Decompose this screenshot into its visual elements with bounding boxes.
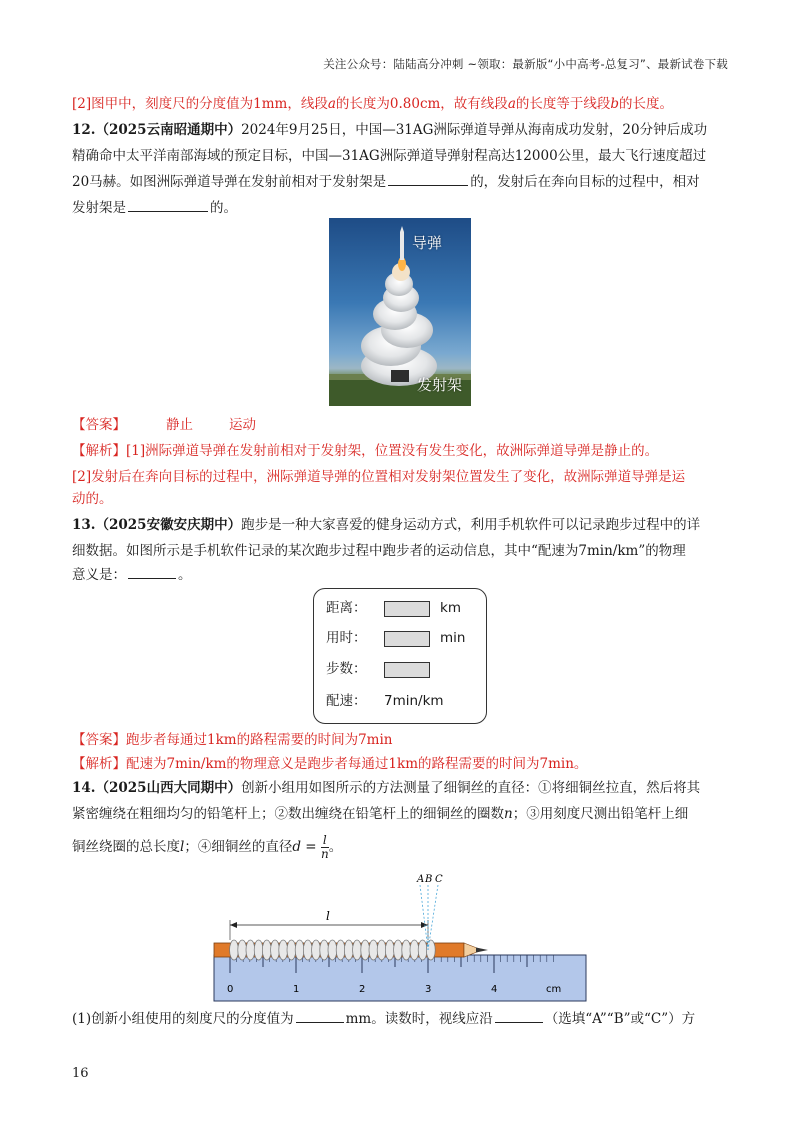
copper-wire-figure <box>210 870 590 1005</box>
q12-analysis-3: 动的。 <box>72 491 113 507</box>
q12-blank-2[interactable] <box>128 197 208 212</box>
photo-label-launcher: 发射架 <box>417 376 463 394</box>
page-header: 关注公众号：陆陆高分冲刺 ~领取：最新版“小中高考-总复习”、最新试卷下载 <box>323 57 728 71</box>
tick-label-4: 4 <box>491 984 498 995</box>
coil-loop <box>336 940 345 960</box>
coil-loop <box>279 940 288 960</box>
q12-line2: 精确命中太平洋南部海域的预定目标，中国—31AG洲际弹道导弹射程高达12000公里，最大飞行速度超过 <box>72 148 707 164</box>
q14-line1: 14.（2025山西大同期中）创新小组用如图所示的方法测量了细铜丝的直径：①将细铜丝拉直，然后将其 <box>72 780 701 796</box>
coil-loop <box>287 940 296 960</box>
q14-line3: 铜丝绕圈的总长度l；④细铜丝的直径d = $\frac{l}{n}$ 。 <box>72 833 343 861</box>
coil-loop <box>320 940 329 960</box>
coil-loop <box>271 940 280 960</box>
formula-d: d <box>292 839 301 855</box>
app-row-time: 用时： min <box>326 630 466 646</box>
coil-loop <box>410 940 419 960</box>
q12-line1: 12.（2025云南昭通期中）2024年9月25日，中国—31AG洲际弹道导弹从海南成功发射，20分钟后成功 <box>72 122 708 138</box>
q14-sub1: (1)创新小组使用的刻度尺的分度值为 mm。读数时，视线应沿 （选填“A”“B”或“C”）方 <box>72 1006 732 1032</box>
coil-loop <box>262 940 271 960</box>
copper-coil <box>230 940 436 960</box>
q12-blank-1[interactable] <box>388 171 468 186</box>
q12-analysis-1: 【解析】[1]洲际弹道导弹在发射前相对于发射架，位置没有发生变化，故洲际弹道导弹是静止的。 <box>72 443 659 459</box>
tick-label-0: 0 <box>227 984 234 995</box>
steps-field <box>384 662 430 678</box>
coil-loop <box>418 940 427 960</box>
time-field <box>384 631 430 647</box>
coil-loop <box>344 940 353 960</box>
coil-loop <box>369 940 378 960</box>
coil-loop <box>246 940 255 960</box>
coil-loop <box>394 940 403 960</box>
q13-answer: 【答案】跑步者每通过1km的路程需要的时间为7min <box>72 732 393 748</box>
q14-blank-1[interactable] <box>296 1008 344 1023</box>
app-row-distance: 距离： km <box>326 600 461 616</box>
coil-loop <box>328 940 337 960</box>
coil-loop <box>377 940 386 960</box>
coil-loop <box>238 940 247 960</box>
running-app-panel <box>313 588 487 724</box>
coil-loop <box>295 940 304 960</box>
coil-loop <box>254 940 263 960</box>
app-row-steps: 步数： <box>326 658 367 680</box>
tick-label-2: 2 <box>359 984 366 995</box>
q14-blank-2[interactable] <box>495 1008 543 1023</box>
q13-blank[interactable] <box>128 564 176 579</box>
q12-source: （2025云南昭通期中） <box>95 122 242 138</box>
q14-source: （2025山西大同期中） <box>95 780 242 796</box>
app-row-pace: 配速： 7min/km <box>326 690 367 712</box>
coil-loop <box>385 940 394 960</box>
formula-fraction: $\frac{l}{n}$ <box>320 833 329 861</box>
q14-number: 14. <box>72 780 96 796</box>
prev-answer-line: [2]图甲中，刻度尺的分度值为1mm，线段a的长度为0.80cm，故有线段a的长度等于线段b的长度。 <box>72 96 674 112</box>
photo-label-missile: 导弹 <box>412 234 443 252</box>
q12-analysis-2: [2]发射后在奔向目标的过程中，洲际弹道导弹的位置相对发射架位置发生了变化，故洲际弹道导弹是运 <box>72 469 686 485</box>
tick-label-3: 3 <box>425 984 432 995</box>
page-number: 16 <box>72 1066 89 1081</box>
coil-loop <box>303 940 312 960</box>
coil-loop <box>312 940 321 960</box>
q14-line2: 紧密缠绕在粗细均匀的铅笔杆上；②数出缠绕在铅笔杆上的细铜丝的圈数n；③用刻度尺测出铅笔杆上细 <box>72 806 689 822</box>
pencil-ruler-illustration <box>210 870 590 1005</box>
coil-loop <box>402 940 411 960</box>
tick-label-1: 1 <box>293 984 300 995</box>
q13-line3: 意义是： 。 <box>72 562 732 588</box>
q13-number: 13. <box>72 517 96 533</box>
unit-label: cm <box>546 984 562 995</box>
q13-line2: 细数据。如图所示是手机软件记录的某次跑步过程中跑步者的运动信息，其中“配速为7min/km”的物理 <box>72 543 686 559</box>
q12-line4: 发射架是 的。 <box>72 195 732 221</box>
distance-field <box>384 601 430 617</box>
coil-loop <box>353 940 362 960</box>
sight-label-b: B <box>425 874 433 885</box>
q13-line1: 13.（2025安徽安庆期中）跑步是一种大家喜爱的健身运动方式，利用手机软件可以记录跑步过程中的详 <box>72 517 701 533</box>
q13-source: （2025安徽安庆期中） <box>95 517 242 533</box>
coil-loop <box>230 940 239 960</box>
sight-label-c: C <box>435 874 443 885</box>
q13-analysis: 【解析】配速为7min/km的物理意义是跑步者每通过1km的路程需要的时间为7min。 <box>72 756 588 772</box>
q12-answer: 【答案】 静止 运动 <box>72 417 256 433</box>
coil-loop <box>361 940 370 960</box>
missile-launch-photo <box>329 218 471 406</box>
sight-label-a: A <box>417 874 425 885</box>
pace-value: 7min/km <box>384 693 444 709</box>
q12-number: 12. <box>72 122 96 138</box>
length-label: l <box>326 909 330 923</box>
q12-line3: 20马赫。如图洲际弹道导弹在发射前相对于发射架是 的，发射后在奔向目标的过程中，相对 <box>72 169 732 195</box>
